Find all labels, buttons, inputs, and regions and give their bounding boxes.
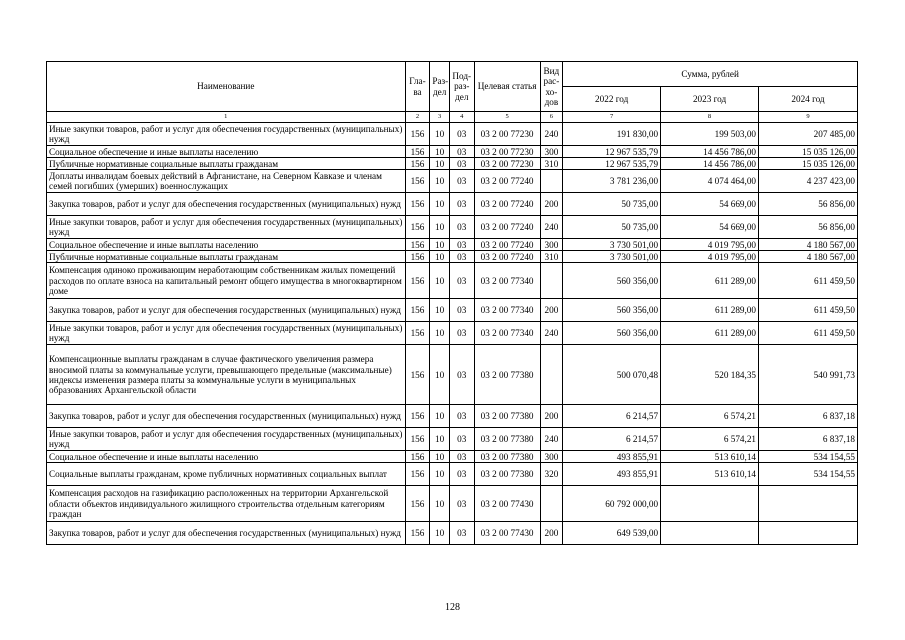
row-value-2022: 50 735,00	[563, 216, 661, 239]
row-value-2023: 520 184,35	[661, 345, 759, 405]
row-razdel: 10	[430, 123, 450, 146]
row-vid	[540, 170, 563, 193]
row-vid: 240	[540, 216, 563, 239]
row-value-2022: 12 967 535,79	[563, 158, 661, 170]
table-row	[47, 486, 858, 522]
row-vid	[540, 263, 563, 299]
col-number: 2	[405, 112, 430, 123]
header-row	[47, 62, 858, 87]
row-value-2024: 56 856,00	[759, 216, 858, 239]
row-value-2024: 15 035 126,00	[759, 158, 858, 170]
row-podrazdel: 03	[449, 263, 474, 299]
row-value-2024: 611 459,50	[759, 299, 858, 322]
row-value-2024: 4 237 423,00	[759, 170, 858, 193]
row-vid: 200	[540, 193, 563, 216]
table-row	[47, 193, 858, 216]
row-celevaya: 03 2 00 77430	[474, 522, 540, 545]
row-value-2023: 611 289,00	[661, 299, 759, 322]
row-razdel: 10	[430, 451, 450, 463]
row-celevaya: 03 2 00 77240	[474, 239, 540, 251]
col-number: 9	[759, 112, 858, 123]
row-podrazdel: 03	[449, 322, 474, 345]
row-podrazdel: 03	[449, 170, 474, 193]
row-razdel: 10	[430, 251, 450, 263]
row-vid: 240	[540, 428, 563, 451]
row-value-2022: 50 735,00	[563, 193, 661, 216]
row-value-2024: 534 154,55	[759, 451, 858, 463]
row-glava: 156	[405, 216, 430, 239]
row-vid: 240	[540, 322, 563, 345]
table-row	[47, 299, 858, 322]
row-name: Компенсация расходов на газификацию расположенных на территории Архангельской области объектов индивидуального жилищного строительства отдельным категориям граждан	[47, 486, 406, 522]
row-vid: 300	[540, 146, 563, 158]
header-celevaya: Целевая статья	[474, 62, 540, 112]
row-name: Закупка товаров, работ и услуг для обеспечения государственных (муниципальных) нужд	[47, 405, 406, 428]
row-glava: 156	[405, 428, 430, 451]
row-podrazdel: 03	[449, 239, 474, 251]
row-value-2024: 15 035 126,00	[759, 146, 858, 158]
row-value-2023: 611 289,00	[661, 322, 759, 345]
col-number: 8	[661, 112, 759, 123]
row-razdel: 10	[430, 158, 450, 170]
row-podrazdel: 03	[449, 522, 474, 545]
table-row	[47, 216, 858, 239]
row-podrazdel: 03	[449, 158, 474, 170]
row-glava: 156	[405, 158, 430, 170]
row-glava: 156	[405, 299, 430, 322]
row-value-2022: 3 781 236,00	[563, 170, 661, 193]
row-name: Иные закупки товаров, работ и услуг для обеспечения государственных (муниципальных) нужд	[47, 123, 406, 146]
row-celevaya: 03 2 00 77380	[474, 428, 540, 451]
row-vid: 310	[540, 158, 563, 170]
row-vid: 240	[540, 123, 563, 146]
row-vid: 310	[540, 251, 563, 263]
row-podrazdel: 03	[449, 486, 474, 522]
row-razdel: 10	[430, 239, 450, 251]
row-value-2024: 6 837,18	[759, 428, 858, 451]
table-row	[47, 405, 858, 428]
row-razdel: 10	[430, 299, 450, 322]
header-summa: Сумма, рублей	[563, 62, 858, 87]
row-value-2024: 4 180 567,00	[759, 251, 858, 263]
row-glava: 156	[405, 193, 430, 216]
row-razdel: 10	[430, 193, 450, 216]
row-vid	[540, 486, 563, 522]
row-razdel: 10	[430, 428, 450, 451]
column-number-row	[47, 112, 858, 123]
row-razdel: 10	[430, 486, 450, 522]
row-vid: 200	[540, 522, 563, 545]
row-value-2022: 560 356,00	[563, 263, 661, 299]
row-podrazdel: 03	[449, 463, 474, 486]
row-value-2024: 6 837,18	[759, 405, 858, 428]
row-celevaya: 03 2 00 77430	[474, 486, 540, 522]
table-row	[47, 322, 858, 345]
col-number: 4	[449, 112, 474, 123]
row-razdel: 10	[430, 170, 450, 193]
row-value-2024: 611 459,50	[759, 322, 858, 345]
header-name: Наименование	[47, 62, 406, 112]
row-name: Социальное обеспечение и иные выплаты населению	[47, 451, 406, 463]
row-celevaya: 03 2 00 77240	[474, 193, 540, 216]
header-glava: Гла-ва	[405, 62, 430, 112]
row-celevaya: 03 2 00 77380	[474, 451, 540, 463]
row-razdel: 10	[430, 405, 450, 428]
row-razdel: 10	[430, 463, 450, 486]
row-value-2024: 534 154,55	[759, 463, 858, 486]
row-celevaya: 03 2 00 77240	[474, 170, 540, 193]
row-podrazdel: 03	[449, 146, 474, 158]
row-value-2024: 540 991,73	[759, 345, 858, 405]
row-value-2022: 3 730 501,00	[563, 239, 661, 251]
budget-table	[46, 61, 858, 545]
table-row	[47, 239, 858, 251]
table-row	[47, 451, 858, 463]
row-value-2023: 6 574,21	[661, 405, 759, 428]
row-value-2023	[661, 522, 759, 545]
row-value-2022: 500 070,48	[563, 345, 661, 405]
table-row	[47, 158, 858, 170]
row-value-2023: 611 289,00	[661, 263, 759, 299]
row-value-2023	[661, 486, 759, 522]
row-value-2023: 513 610,14	[661, 463, 759, 486]
row-vid	[540, 345, 563, 405]
row-value-2023: 6 574,21	[661, 428, 759, 451]
col-number: 1	[47, 112, 406, 123]
row-value-2023: 14 456 786,00	[661, 158, 759, 170]
col-number: 5	[474, 112, 540, 123]
col-number: 6	[540, 112, 563, 123]
row-value-2024: 611 459,50	[759, 263, 858, 299]
table-body	[47, 123, 858, 545]
row-vid: 300	[540, 239, 563, 251]
page-number: 128	[445, 602, 460, 613]
row-podrazdel: 03	[449, 345, 474, 405]
table-row	[47, 251, 858, 263]
row-name: Иные закупки товаров, работ и услуг для обеспечения государственных (муниципальных) нужд	[47, 428, 406, 451]
row-value-2022: 191 830,00	[563, 123, 661, 146]
row-glava: 156	[405, 263, 430, 299]
header-year-2022: 2022 год	[563, 87, 661, 112]
row-celevaya: 03 2 00 77230	[474, 158, 540, 170]
row-value-2022: 560 356,00	[563, 322, 661, 345]
row-value-2024: 207 485,00	[759, 123, 858, 146]
row-celevaya: 03 2 00 77240	[474, 251, 540, 263]
row-name: Социальное обеспечение и иные выплаты населению	[47, 146, 406, 158]
header-year-2023: 2023 год	[661, 87, 759, 112]
row-name: Закупка товаров, работ и услуг для обеспечения государственных (муниципальных) нужд	[47, 299, 406, 322]
row-name: Социальные выплаты гражданам, кроме публичных нормативных социальных выплат	[47, 463, 406, 486]
header-year-2024: 2024 год	[759, 87, 858, 112]
row-value-2023: 4 074 464,00	[661, 170, 759, 193]
row-name: Компенсация одиноко проживающим неработающим собственникам жилых помещений расходов по оплате взноса на капитальный ремонт общего имущества в многоквартирном доме	[47, 263, 406, 299]
row-podrazdel: 03	[449, 299, 474, 322]
row-podrazdel: 03	[449, 123, 474, 146]
row-vid: 300	[540, 451, 563, 463]
table-row	[47, 170, 858, 193]
row-name: Публичные нормативные социальные выплаты гражданам	[47, 251, 406, 263]
row-value-2022: 493 855,91	[563, 451, 661, 463]
row-name: Доплаты инвалидам боевых действий в Афганистане, на Северном Кавказе и членам семей погибших (умерших) военнослужащих	[47, 170, 406, 193]
row-value-2024: 4 180 567,00	[759, 239, 858, 251]
table-row	[47, 428, 858, 451]
row-name: Социальное обеспечение и иные выплаты населению	[47, 239, 406, 251]
row-celevaya: 03 2 00 77340	[474, 263, 540, 299]
col-number: 7	[563, 112, 661, 123]
row-value-2024	[759, 486, 858, 522]
row-value-2024	[759, 522, 858, 545]
row-podrazdel: 03	[449, 193, 474, 216]
table-row	[47, 463, 858, 486]
header-vid: Вид рас-хо-дов	[540, 62, 563, 112]
row-vid: 200	[540, 299, 563, 322]
row-glava: 156	[405, 463, 430, 486]
col-number: 3	[430, 112, 450, 123]
table-row	[47, 522, 858, 545]
row-value-2023: 54 669,00	[661, 216, 759, 239]
row-celevaya: 03 2 00 77240	[474, 216, 540, 239]
row-value-2022: 6 214,57	[563, 405, 661, 428]
table-row	[47, 123, 858, 146]
row-celevaya: 03 2 00 77340	[474, 299, 540, 322]
row-razdel: 10	[430, 146, 450, 158]
row-razdel: 10	[430, 216, 450, 239]
header-podrazdel: Под-раз-дел	[449, 62, 474, 112]
row-name: Компенсационные выплаты гражданам в случае фактического увеличения размера вносимой платы за коммунальные услуги, превышающего предельные (максимальные) индексы изменения размера платы за коммунальные услуги в муниципальных образованиях Архангельской области	[47, 345, 406, 405]
row-podrazdel: 03	[449, 216, 474, 239]
row-value-2022: 12 967 535,79	[563, 146, 661, 158]
row-podrazdel: 03	[449, 251, 474, 263]
row-value-2022: 3 730 501,00	[563, 251, 661, 263]
row-celevaya: 03 2 00 77380	[474, 345, 540, 405]
row-glava: 156	[405, 451, 430, 463]
row-celevaya: 03 2 00 77380	[474, 405, 540, 428]
row-podrazdel: 03	[449, 405, 474, 428]
row-glava: 156	[405, 522, 430, 545]
row-podrazdel: 03	[449, 428, 474, 451]
row-name: Закупка товаров, работ и услуг для обеспечения государственных (муниципальных) нужд	[47, 193, 406, 216]
row-value-2023: 4 019 795,00	[661, 239, 759, 251]
row-glava: 156	[405, 345, 430, 405]
row-value-2023: 199 503,00	[661, 123, 759, 146]
row-value-2023: 513 610,14	[661, 451, 759, 463]
row-vid: 200	[540, 405, 563, 428]
row-name: Закупка товаров, работ и услуг для обеспечения государственных (муниципальных) нужд	[47, 522, 406, 545]
row-value-2022: 649 539,00	[563, 522, 661, 545]
row-glava: 156	[405, 239, 430, 251]
row-value-2022: 6 214,57	[563, 428, 661, 451]
row-name: Публичные нормативные социальные выплаты гражданам	[47, 158, 406, 170]
table-row	[47, 263, 858, 299]
row-value-2022: 493 855,91	[563, 463, 661, 486]
row-name: Иные закупки товаров, работ и услуг для обеспечения государственных (муниципальных) нужд	[47, 322, 406, 345]
row-celevaya: 03 2 00 77230	[474, 146, 540, 158]
row-razdel: 10	[430, 345, 450, 405]
row-podrazdel: 03	[449, 451, 474, 463]
row-razdel: 10	[430, 322, 450, 345]
row-name: Иные закупки товаров, работ и услуг для обеспечения государственных (муниципальных) нужд	[47, 216, 406, 239]
row-glava: 156	[405, 146, 430, 158]
row-celevaya: 03 2 00 77340	[474, 322, 540, 345]
row-value-2022: 560 356,00	[563, 299, 661, 322]
row-glava: 156	[405, 322, 430, 345]
row-celevaya: 03 2 00 77230	[474, 123, 540, 146]
row-celevaya: 03 2 00 77380	[474, 463, 540, 486]
row-razdel: 10	[430, 263, 450, 299]
row-glava: 156	[405, 251, 430, 263]
row-glava: 156	[405, 405, 430, 428]
row-vid: 320	[540, 463, 563, 486]
header-razdel: Раз-дел	[430, 62, 450, 112]
row-value-2023: 4 019 795,00	[661, 251, 759, 263]
row-glava: 156	[405, 123, 430, 146]
row-value-2023: 14 456 786,00	[661, 146, 759, 158]
row-glava: 156	[405, 486, 430, 522]
row-value-2022: 60 792 000,00	[563, 486, 661, 522]
table-row	[47, 146, 858, 158]
row-razdel: 10	[430, 522, 450, 545]
row-glava: 156	[405, 170, 430, 193]
table-row	[47, 345, 858, 405]
row-value-2023: 54 669,00	[661, 193, 759, 216]
row-value-2024: 56 856,00	[759, 193, 858, 216]
